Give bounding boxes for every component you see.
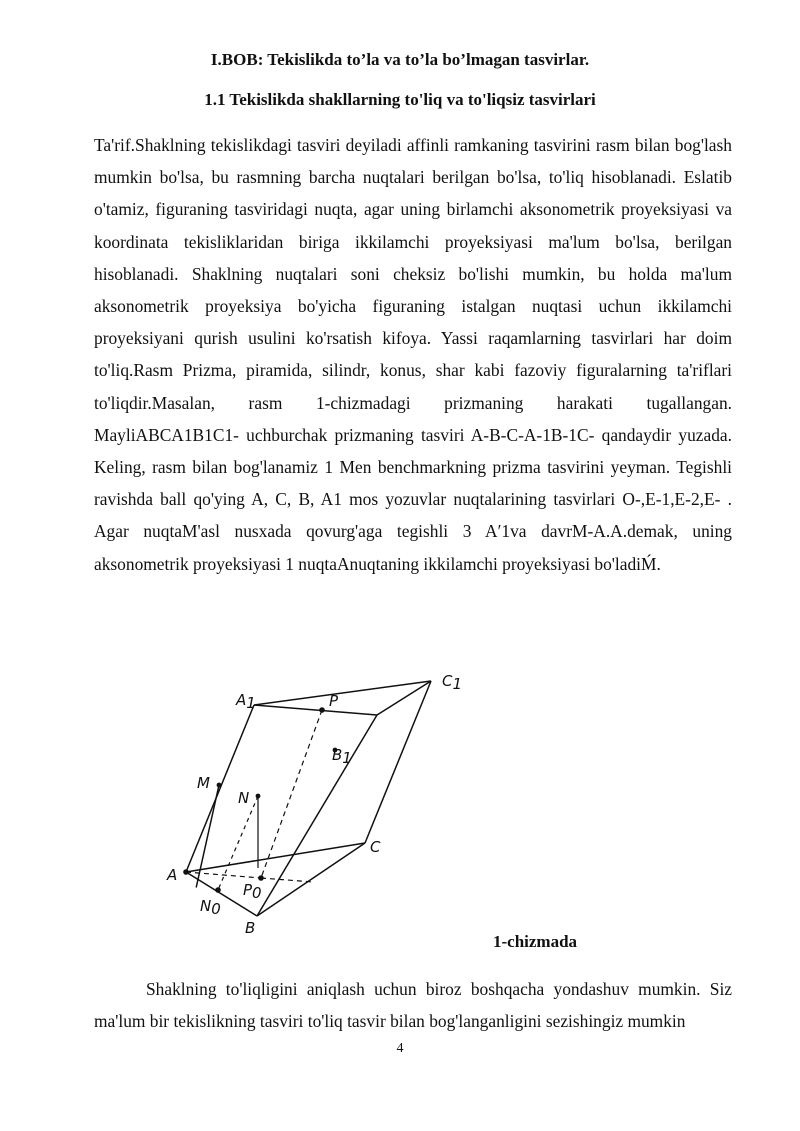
edge-A1-B1: [254, 705, 377, 715]
point-N0: [215, 887, 221, 893]
label-A: A: [167, 866, 178, 884]
label-P0: P0: [243, 881, 262, 902]
label-P: P: [329, 692, 339, 710]
label-M: M: [197, 774, 210, 792]
label-N: N: [238, 789, 250, 807]
body-paragraph-2: Shaklning to'liqligini aniqlash uchun biroz boshqacha yondashuv mumkin. Siz ma'lum bir tekislikning tasviri to'liq tasvir bilan bog'langanligini sezishingiz mumkin: [94, 979, 732, 1032]
edge-A1-C1: [254, 681, 431, 705]
chapter-heading: I.BOB: Tekislikda to’la va to’la bo’lmagan tasvirlar.: [210, 50, 590, 69]
edge-B1-C1: [377, 681, 431, 715]
edge-B-B1: [257, 715, 377, 916]
label-A1: A1: [236, 691, 256, 712]
point-M: [217, 783, 222, 788]
label-N0: N0: [200, 897, 221, 918]
section-heading: 1.1 Tekislikda shakllarning to'liq va to'liqsiz tasvirlari: [204, 90, 596, 109]
point-N: [256, 794, 261, 799]
point-P0: [258, 875, 264, 881]
label-B1: B1: [332, 746, 352, 767]
point-P: [319, 707, 325, 713]
point-A: [183, 869, 189, 875]
label-C1: C1: [442, 672, 463, 693]
dashed-N-N0: [218, 796, 258, 890]
dashed-P-P0: [261, 710, 322, 878]
label-C: C: [370, 838, 381, 856]
edge-C-C1: [365, 681, 431, 843]
dashed-P0-C: [261, 878, 313, 882]
edge-A-C: [186, 843, 365, 872]
page-number: 4: [396, 1041, 404, 1056]
line-M-N0: [196, 785, 219, 888]
body-paragraph-1: Ta'rif.Shaklning tekislikdagi tasviri deyiladi affinli ramkaning tasvirini rasm bilan bog'lash mumkin bo'lsa, bu rasmning barcha nuqtalari berilgan bo'lsa, to'liq hisoblanadi. Eslatib o'tamiz, figuraning tasviridagi nuqta, agar uning birlamchi aksonometrik proyeksiyasi va koordinata tekisliklaridan biriga ikkilamchi proyeksiyasi ma'lum bo'lsa, berilgan hisoblanadi. Shaklning nuqtalari soni cheksiz bo'lishi mumkin, bu holda ma'lum aksonometrik proyeksiya bo'yicha figuraning istalgan nuqtasi uchun ikkilamchi proyeksiyani qurish usulini ko'rsatish kifoya. Yassi raqamlarning tasvirlari har doim to'liq.Rasm Prizma, piramida, silindr, konus, shar kabi fazoviy figuralarning ta'riflari to'liqdir.Masalan, rasm 1-chizmadagi prizmaning harakati tugallangan. MayliABCA1B1C1- uchburchak prizmaning tasviri A-B-C-A-1B-1C- qandaydir yuzada. Keling, rasm bilan bog'lanamiz 1 Men benchmarkning prizma tasvirini yeyman. Tegishli ravishda ball qo'ying A, C, B, A1 mos yozuvlar nuqtalarining tasvirlari O-,E-1,E-2,E- . Agar nuqtaM'asl nusxada qovurg'aga tegishli 3 A′1va davrM-A.A.demak, uning aksonometrik proyeksiyasi 1 nuqtaAnuqtaning ikkilamchi proyeksiyasi bo'ladiḾ.: [94, 135, 732, 574]
label-B: B: [245, 919, 256, 937]
figure-caption: 1-chizmada: [493, 932, 578, 951]
prism-figure: [160, 660, 480, 940]
